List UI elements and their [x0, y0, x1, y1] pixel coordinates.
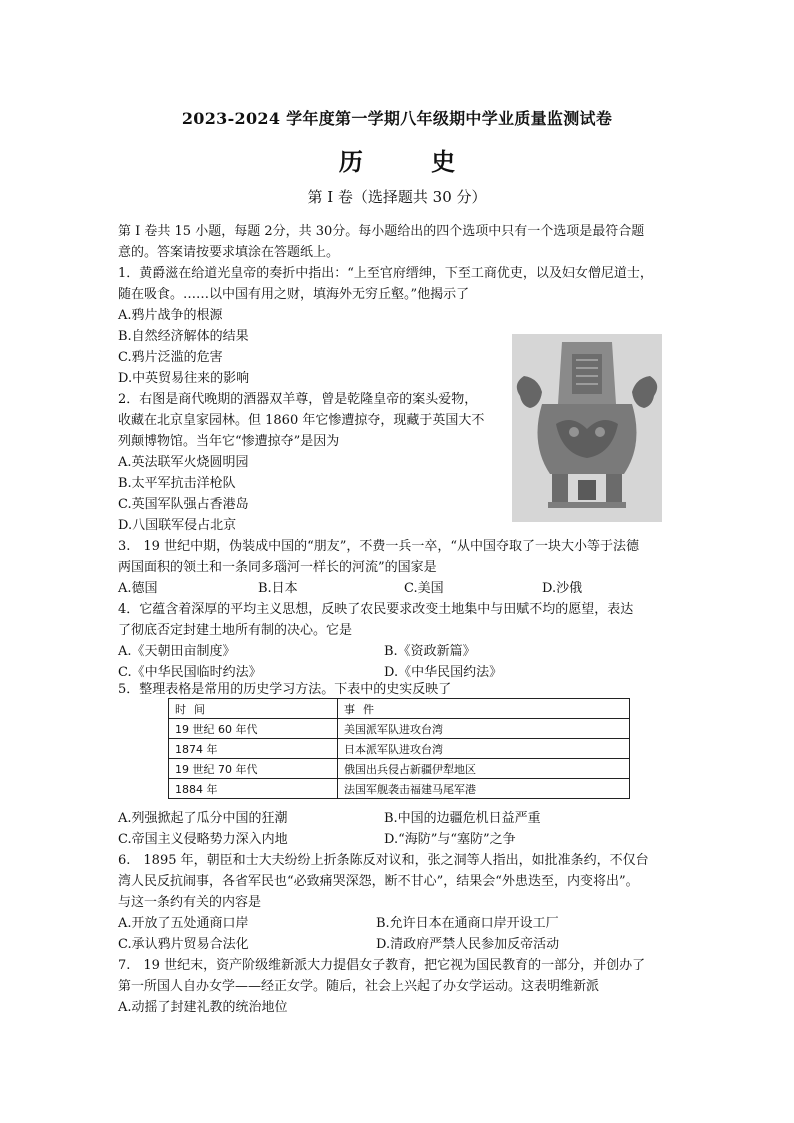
- q5-option-d: D.“海防”与“塞防”之争: [384, 832, 516, 847]
- q4-option-d: D.《中华民国约法》: [384, 665, 503, 680]
- q5-option-a: A.列强掀起了瓜分中国的狂潮: [118, 811, 288, 826]
- q5-option-b: B.中国的边疆危机日益严重: [384, 811, 541, 826]
- q3-option-d: D.沙俄: [542, 581, 583, 596]
- q1-stem-line-1: 1．黄爵滋在给道光皇帝的奏折中指出：“上至官府缙绅，下至工商优吏，以及妇女僧尼道士，: [118, 266, 653, 281]
- q2-stem-line-1: 2．右图是商代晚期的酒器双羊尊，曾是乾隆皇帝的案头爱物，: [118, 392, 478, 407]
- q7-stem-line-2: 第一所国人自办女学——经正女学。随后，社会上兴起了办女学运动。这表明维新派: [118, 979, 600, 994]
- q4-stem-line-1: 4．它蕴含着深厚的平均主义思想，反映了农民要求改变土地集中与田赋不均的愿望，表达: [118, 602, 634, 617]
- ritual-vessel-photo: [512, 334, 662, 522]
- subject-title: 历 史: [338, 147, 486, 176]
- table-header-row: [169, 699, 630, 719]
- q4-option-a: A.《天朝田亩制度》: [118, 644, 236, 659]
- q2-option-b: B.太平军抗击洋枪队: [118, 476, 236, 491]
- q3-option-b: B.日本: [258, 581, 298, 596]
- table-row: [169, 739, 630, 759]
- table-cell-time: 1874 年: [169, 739, 338, 759]
- q3-stem-line-2: 两国面积的领土和一条同多瑙河一样长的河流”的国家是: [118, 560, 437, 575]
- vessel-illustration: [512, 334, 662, 522]
- q2-stem-line-2: 收藏在北京皇家园林。但 1860 年它惨遭掠夺，现藏于英国大不: [118, 413, 485, 428]
- q4-stem-line-2: 了彻底否定封建土地所有制的决心。它是: [118, 623, 353, 638]
- table-header-time: 时间: [169, 699, 338, 719]
- q7-option-a: A.动摇了封建礼教的统治地位: [118, 1000, 288, 1015]
- section-title: 第 I 卷（选择题共 30 分）: [307, 188, 487, 206]
- q6-stem-line-1: 6. 1895 年，朝臣和士大夫纷纷上折条陈反对议和，张之洞等人指出，如批准条约，不仅台: [118, 853, 649, 868]
- q3-stem-line-1: 3. 19 世纪中期，伪装成中国的“朋友”，不费一兵一卒，“从中国夺取了一块大小等于法德: [118, 539, 640, 554]
- q2-option-d: D.八国联军侵占北京: [118, 518, 237, 533]
- q4-option-c: C.《中华民国临时约法》: [118, 665, 262, 680]
- q6-stem-line-3: 与这一条约有关的内容是: [118, 895, 262, 910]
- q2-option-a: A.英法联军火烧圆明园: [118, 455, 249, 470]
- q1-option-c: C.鸦片泛滥的危害: [118, 350, 223, 365]
- q2-option-c: C.英国军队强占香港岛: [118, 497, 249, 512]
- q3-option-a: A.德国: [118, 581, 158, 596]
- q7-stem-line-1: 7. 19 世纪末，资产阶级维新派大力提倡女子教育，把它视为国民教育的一部分，并创办了: [118, 958, 646, 973]
- table-cell-time: 19 世纪 70 年代: [169, 759, 338, 779]
- instructions-line-1: 第 I 卷共 15 小题，每题 2分，共 30分。每小题给出的四个选项中只有一个选项是最符合题: [118, 224, 645, 239]
- instructions-line-2: 意的。答案请按要求填涂在答题纸上。: [118, 245, 340, 260]
- table-row: [169, 779, 630, 799]
- q1-option-d: D.中英贸易往来的影响: [118, 371, 250, 386]
- q3-option-c: C.美国: [404, 581, 444, 596]
- table-cell-event: 美国派军队进攻台湾: [338, 719, 630, 739]
- q6-option-b: B.允许日本在通商口岸开设工厂: [376, 916, 559, 931]
- q1-option-b: B.自然经济解体的结果: [118, 329, 249, 344]
- table-cell-time: 19 世纪 60 年代: [169, 719, 338, 739]
- q6-option-c: C.承认鸦片贸易合法化: [118, 937, 249, 952]
- table-cell-event: 日本派军队进攻台湾: [338, 739, 630, 759]
- q5-stem-line-1: 5．整理表格是常用的历史学习方法。下表中的史实反映了: [118, 682, 452, 697]
- q6-option-a: A.开放了五处通商口岸: [118, 916, 249, 931]
- q5-option-c: C.帝国主义侵略势力深入内地: [118, 832, 288, 847]
- q6-stem-line-2: 湾人民反抗闹事，各省军民也“必致痛哭深怨，断不甘心”，结果会“外患迭至，内变将出”。: [118, 874, 639, 889]
- table-row: [169, 719, 630, 739]
- exam-title: 2023-2024 学年度第一学期八年级期中学业质量监测试卷: [181, 109, 613, 128]
- table-row: [169, 759, 630, 779]
- q2-stem-line-3: 列颠博物馆。当年它“惨遭掠夺”是因为: [118, 434, 340, 449]
- table-cell-event: 法国军舰袭击福建马尾军港: [338, 779, 630, 799]
- q4-option-b: B.《资政新篇》: [384, 644, 476, 659]
- table-cell-event: 俄国出兵侵占新疆伊犁地区: [338, 759, 630, 779]
- table-header-event: 事件: [338, 699, 630, 719]
- history-events-table: [168, 698, 630, 799]
- q6-option-d: D.清政府严禁人民参加反帝活动: [376, 937, 560, 952]
- table-cell-time: 1884 年: [169, 779, 338, 799]
- q1-stem-line-2: 随在吸食。……以中国有用之财，填海外无穷丘壑。”他揭示了: [118, 287, 470, 302]
- q1-option-a: A.鸦片战争的根源: [118, 308, 223, 323]
